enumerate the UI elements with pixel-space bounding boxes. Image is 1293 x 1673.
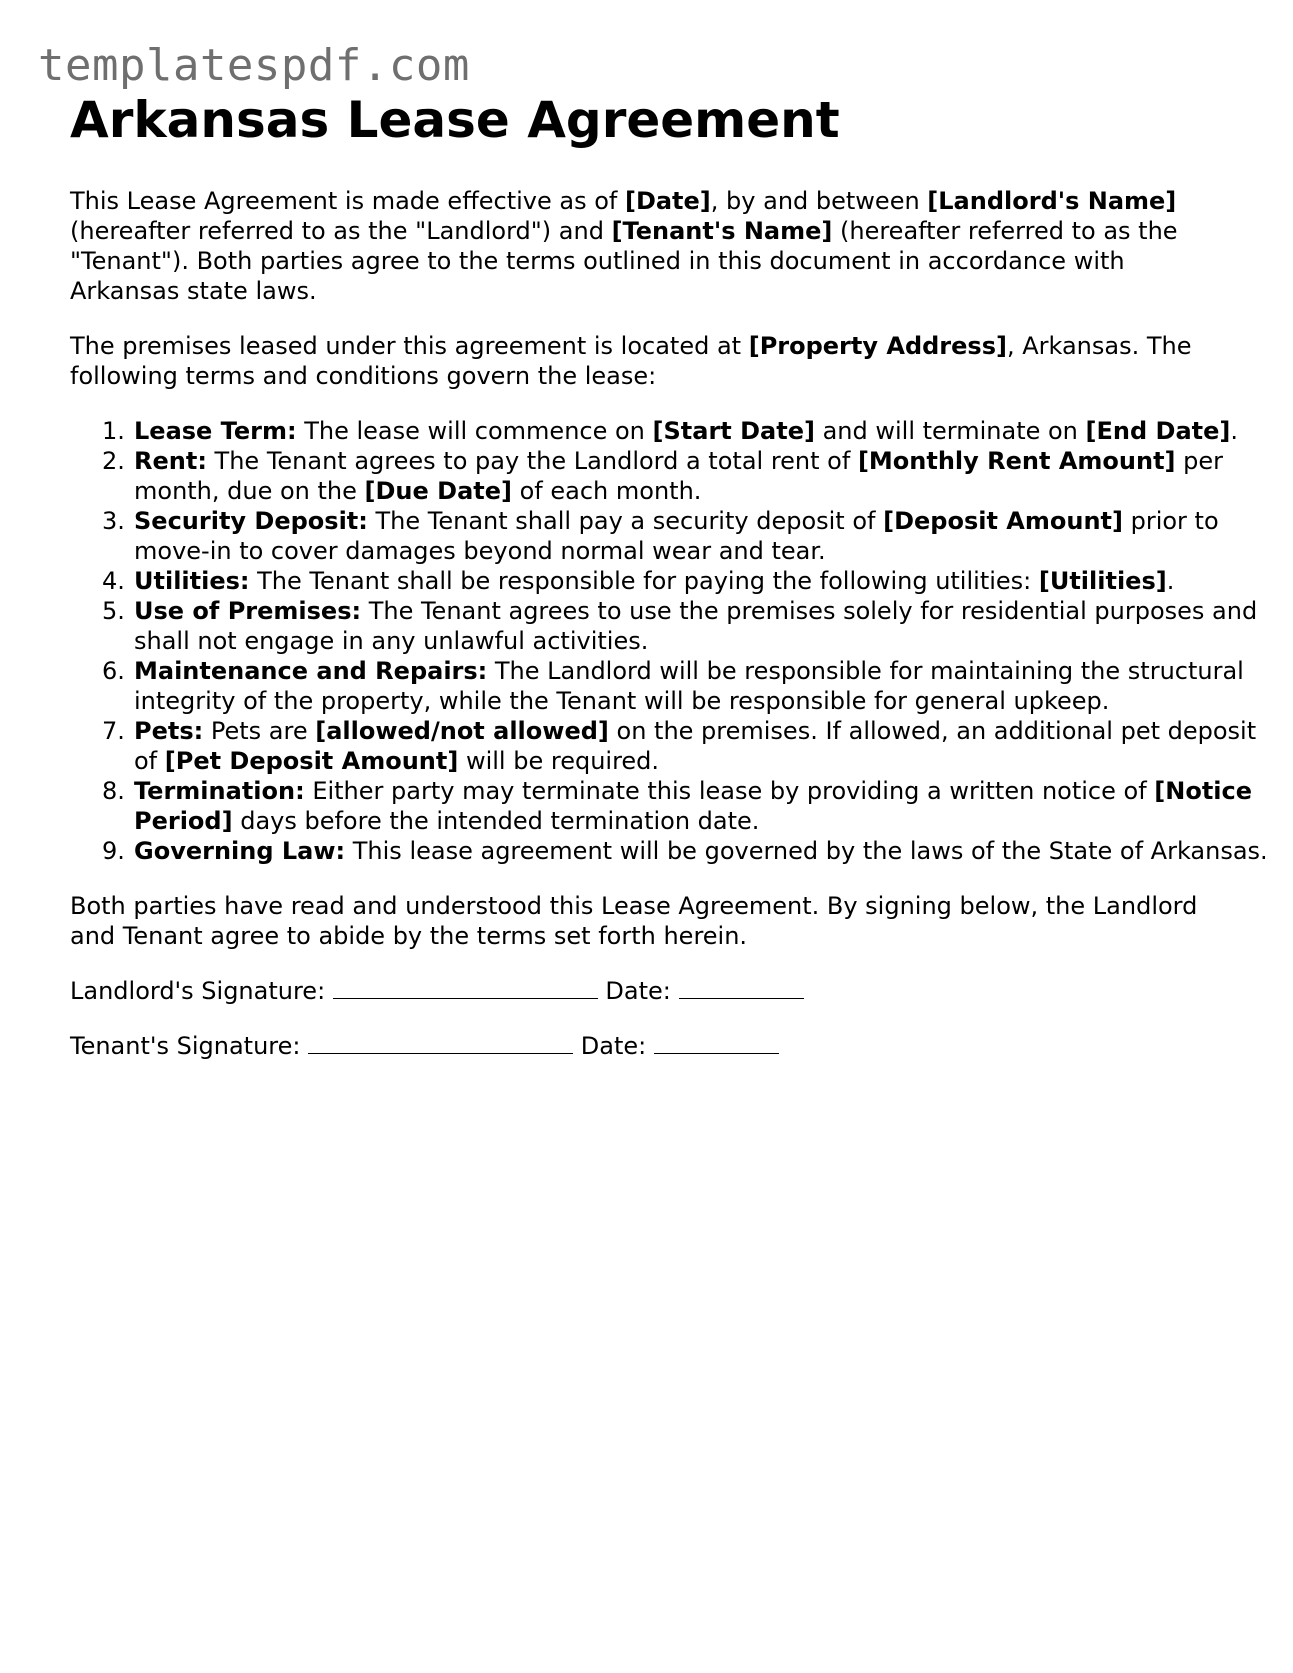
term-label: Security Deposit:	[134, 507, 368, 535]
terms-list	[70, 416, 1268, 866]
tenant-signature-field[interactable]	[308, 1031, 573, 1054]
term-text: Either party may terminate this lease by providing a written notice of	[304, 777, 1155, 805]
document	[70, 88, 1268, 1086]
term-number: 2.	[102, 447, 125, 475]
tenant-date-field[interactable]	[654, 1031, 779, 1054]
intro-text-3: (hereafter referred to as the "Landlord") and	[70, 217, 612, 245]
term-text: The lease will commence on	[296, 417, 653, 445]
term-rent	[70, 446, 1274, 506]
start-date-placeholder: [Start Date]	[652, 417, 815, 445]
term-number: 3.	[102, 507, 125, 535]
term-use-of-premises	[70, 596, 1274, 656]
term-termination	[70, 776, 1274, 836]
intro-text-2: , by and between	[710, 187, 928, 215]
term-text: The Landlord will be responsible for maintaining the structural integrity of the property, while the Tenant will be responsible for general upkeep.	[134, 657, 1244, 715]
tenant-signature-line	[70, 1031, 1220, 1061]
term-text: .	[1230, 417, 1238, 445]
utilities-placeholder: [Utilities]	[1038, 567, 1167, 595]
term-text: .	[1166, 567, 1175, 595]
term-number: 8.	[102, 777, 125, 805]
due-date-placeholder: [Due Date]	[364, 477, 512, 505]
term-label: Termination:	[134, 777, 305, 805]
landlord-name-placeholder: [Landlord's Name]	[927, 187, 1177, 215]
term-governing-law	[70, 836, 1274, 866]
term-text: per month, due on the	[134, 447, 1224, 505]
term-label: Use of Premises:	[134, 597, 362, 625]
tenant-signature-label: Tenant's Signature:	[70, 1032, 309, 1060]
term-number: 7.	[102, 717, 125, 745]
landlord-signature-field[interactable]	[333, 976, 598, 999]
term-text: The Tenant agrees to pay the Landlord a total rent of	[206, 447, 858, 475]
term-number: 5.	[102, 597, 125, 625]
watermark: templatespdf.com	[38, 40, 470, 91]
term-text: days before the intended termination date.	[232, 807, 760, 835]
tenant-name-placeholder: [Tenant's Name]	[611, 217, 833, 245]
date-placeholder: [Date]	[624, 187, 711, 215]
term-label: Rent:	[134, 447, 207, 475]
term-text: of each month.	[511, 477, 702, 505]
intro-text-1: This Lease Agreement is made effective as of	[70, 187, 625, 215]
term-number: 9.	[102, 837, 125, 865]
term-label: Governing Law:	[134, 837, 346, 865]
term-text: This lease agreement will be governed by the laws of the State of Arkansas.	[345, 837, 1268, 865]
end-date-placeholder: [End Date]	[1085, 417, 1231, 445]
notice-period-placeholder: [Notice Period]	[134, 777, 1253, 835]
premises-text-1: The premises leased under this agreement is located at	[70, 332, 749, 360]
premises-text-2: , Arkansas. The following terms and conditions govern the lease:	[70, 332, 1192, 390]
term-text: will be required.	[458, 747, 660, 775]
closing-paragraph: Both parties have read and understood this Lease Agreement. By signing below, the Landlord and Tenant agree to abide by the terms set forth herein.	[70, 892, 1198, 950]
monthly-rent-placeholder: [Monthly Rent Amount]	[857, 447, 1176, 475]
term-number: 1.	[102, 417, 125, 445]
intro-paragraph	[70, 186, 1210, 306]
term-label: Maintenance and Repairs:	[134, 657, 488, 685]
term-text: The Tenant shall be responsible for paying the following utilities:	[249, 567, 1039, 595]
term-text: The Tenant shall pay a security deposit of	[367, 507, 884, 535]
date-label: Date:	[597, 977, 679, 1005]
term-lease-term	[70, 416, 1274, 446]
landlord-signature-label: Landlord's Signature:	[70, 977, 333, 1005]
term-pets	[70, 716, 1274, 776]
landlord-date-field[interactable]	[679, 976, 804, 999]
pets-allowed-placeholder: [allowed/not allowed]	[315, 717, 609, 745]
term-number: 6.	[102, 657, 125, 685]
page-title: Arkansas Lease Agreement	[70, 91, 840, 149]
premises-paragraph	[70, 331, 1210, 391]
term-label: Lease Term:	[134, 417, 297, 445]
property-address-placeholder: [Property Address]	[748, 332, 1007, 360]
deposit-amount-placeholder: [Deposit Amount]	[883, 507, 1123, 535]
term-maintenance	[70, 656, 1274, 716]
date-label: Date:	[573, 1032, 654, 1060]
term-security-deposit	[70, 506, 1274, 566]
term-text: The Tenant agrees to use the premises solely for residential purposes and shall not engage in any unlawful activities.	[134, 597, 1258, 655]
term-utilities	[70, 566, 1274, 596]
term-text: and will terminate on	[814, 417, 1086, 445]
intro-text-4: (hereafter referred to as the "Tenant"). Both parties agree to the terms outlined in this document in accordance with Arkansas state laws.	[70, 217, 1178, 305]
term-label: Pets:	[134, 717, 204, 745]
term-text: Pets are	[203, 717, 316, 745]
term-text: prior to move-in to cover damages beyond normal wear and tear.	[134, 507, 1219, 565]
landlord-signature-line	[70, 976, 1220, 1006]
term-number: 4.	[102, 567, 125, 595]
term-text: on the premises. If allowed, an additional pet deposit of	[134, 717, 1257, 775]
pet-deposit-placeholder: [Pet Deposit Amount]	[164, 747, 459, 775]
term-label: Utilities:	[134, 567, 250, 595]
